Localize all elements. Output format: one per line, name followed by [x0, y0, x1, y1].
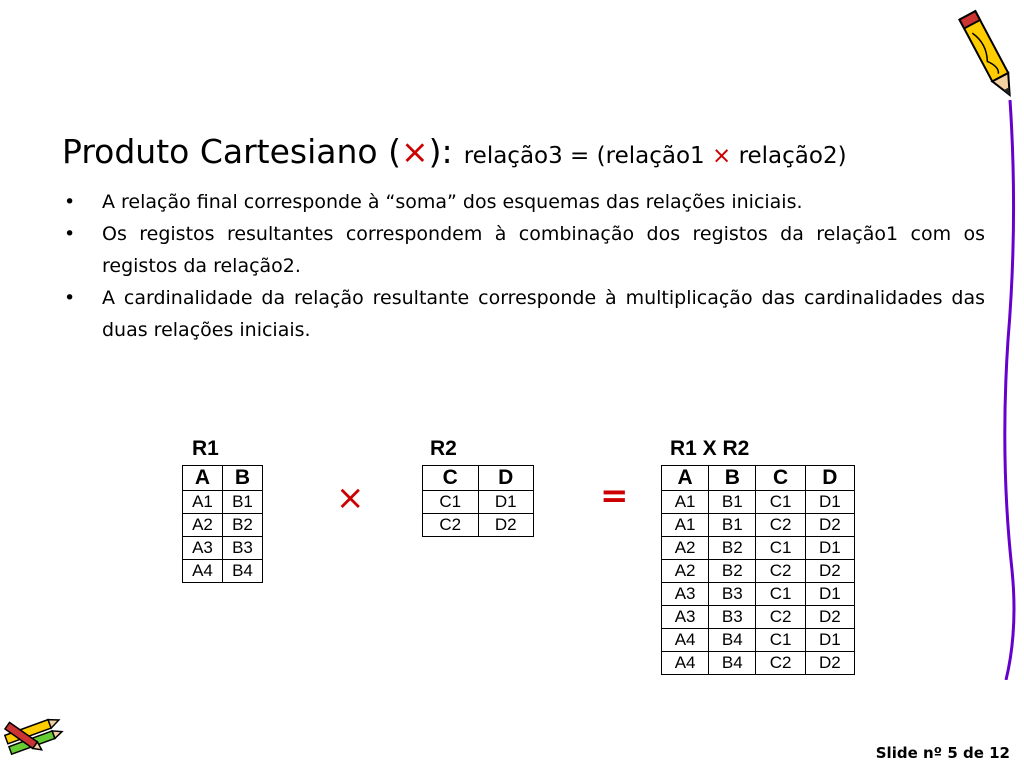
- table-cell: A2: [183, 514, 223, 537]
- table-cell: C2: [756, 652, 805, 675]
- title-main-end: ):: [428, 132, 453, 171]
- formula-start: relação3 = (relação1: [463, 143, 705, 169]
- table-row: [662, 491, 855, 514]
- table-cell: B4: [709, 629, 756, 652]
- table-cell: A4: [662, 629, 709, 652]
- table-row: [662, 652, 855, 675]
- bullet-list: [62, 186, 985, 346]
- table-row: [662, 583, 855, 606]
- table-row: [662, 629, 855, 652]
- bullet-item: [62, 186, 985, 218]
- table-cell: D1: [805, 583, 854, 606]
- table-cell: D2: [805, 514, 854, 537]
- table-cell: B1: [709, 491, 756, 514]
- table-cell: B4: [223, 560, 263, 583]
- table-cell: A3: [662, 583, 709, 606]
- table-row: [423, 491, 534, 514]
- table-product-label: R1 X R2: [670, 437, 750, 460]
- table-cell: C1: [756, 491, 805, 514]
- table-row: [183, 560, 263, 583]
- table-r2-label: R2: [430, 437, 457, 460]
- bullet-dot: •: [64, 223, 76, 245]
- slide-number: Slide nº 5 de 12: [875, 744, 1010, 762]
- formula-end: relação2): [738, 143, 847, 169]
- formula-times-symbol: ×: [711, 143, 732, 169]
- title-main: Produto Cartesiano (: [62, 132, 401, 171]
- table-cell: C1: [423, 491, 479, 514]
- column-header: B: [223, 466, 263, 491]
- times-operator: ×: [336, 478, 365, 518]
- table-cell: B2: [223, 514, 263, 537]
- bullet-dot: •: [64, 191, 76, 213]
- table-cell: C2: [756, 606, 805, 629]
- table-cell: D1: [805, 537, 854, 560]
- table-cell: D1: [805, 491, 854, 514]
- slide-title: [62, 132, 847, 171]
- table-header-row: [183, 466, 263, 491]
- table-cell: D2: [805, 652, 854, 675]
- table-cell: B1: [223, 491, 263, 514]
- table-cell: A3: [183, 537, 223, 560]
- table-cell: C1: [756, 583, 805, 606]
- table-header-row: [423, 466, 534, 491]
- table-cell: C2: [756, 514, 805, 537]
- table-cell: D2: [478, 514, 534, 537]
- column-header: D: [805, 466, 854, 491]
- table-cell: C2: [756, 560, 805, 583]
- column-header: A: [662, 466, 709, 491]
- table-r1: [182, 465, 263, 583]
- equals-operator: =: [600, 476, 629, 516]
- pencil-icon: [958, 4, 1020, 108]
- bullet-text: A relação final corresponde à “soma” dos esquemas das relações iniciais.: [102, 191, 803, 213]
- page-border-line: [996, 100, 1024, 680]
- bullet-dot: •: [64, 287, 76, 309]
- table-cell: B3: [223, 537, 263, 560]
- table-row: [183, 514, 263, 537]
- table-row: [662, 606, 855, 629]
- column-header: B: [709, 466, 756, 491]
- table-row: [662, 560, 855, 583]
- bullet-text: A cardinalidade da relação resultante corresponde à multiplicação das cardinalidades das duas relações iniciais.: [102, 287, 985, 341]
- column-header: D: [478, 466, 534, 491]
- table-cell: B2: [709, 560, 756, 583]
- table-cell: A4: [183, 560, 223, 583]
- table-product: [661, 465, 855, 675]
- bullet-item: [62, 218, 985, 282]
- table-cell: A4: [662, 652, 709, 675]
- table-row: [183, 491, 263, 514]
- table-cell: D1: [478, 491, 534, 514]
- table-cell: A2: [662, 560, 709, 583]
- table-cell: B1: [709, 514, 756, 537]
- table-r2: [422, 465, 534, 537]
- pencils-icon: [0, 708, 64, 760]
- column-header: C: [423, 466, 479, 491]
- table-header-row: [662, 466, 855, 491]
- table-cell: D2: [805, 606, 854, 629]
- bullet-text: Os registos resultantes correspondem à combinação dos registos da relação1 com os registos da relação2.: [102, 223, 985, 277]
- table-cell: C1: [756, 629, 805, 652]
- table-row: [423, 514, 534, 537]
- table-row: [662, 514, 855, 537]
- table-row: [183, 537, 263, 560]
- title-formula: [464, 143, 847, 169]
- table-r1-label: R1: [192, 437, 219, 460]
- times-symbol-icon: ×: [400, 132, 429, 171]
- table-cell: C2: [423, 514, 479, 537]
- table-cell: B4: [709, 652, 756, 675]
- table-cell: D1: [805, 629, 854, 652]
- table-cell: D2: [805, 560, 854, 583]
- table-cell: B3: [709, 583, 756, 606]
- table-cell: A3: [662, 606, 709, 629]
- table-cell: B2: [709, 537, 756, 560]
- column-header: A: [183, 466, 223, 491]
- table-cell: C1: [756, 537, 805, 560]
- table-cell: A1: [183, 491, 223, 514]
- table-cell: A1: [662, 491, 709, 514]
- column-header: C: [756, 466, 805, 491]
- table-cell: A2: [662, 537, 709, 560]
- bullet-item: [62, 282, 985, 346]
- table-cell: B3: [709, 606, 756, 629]
- table-cell: A1: [662, 514, 709, 537]
- table-row: [662, 537, 855, 560]
